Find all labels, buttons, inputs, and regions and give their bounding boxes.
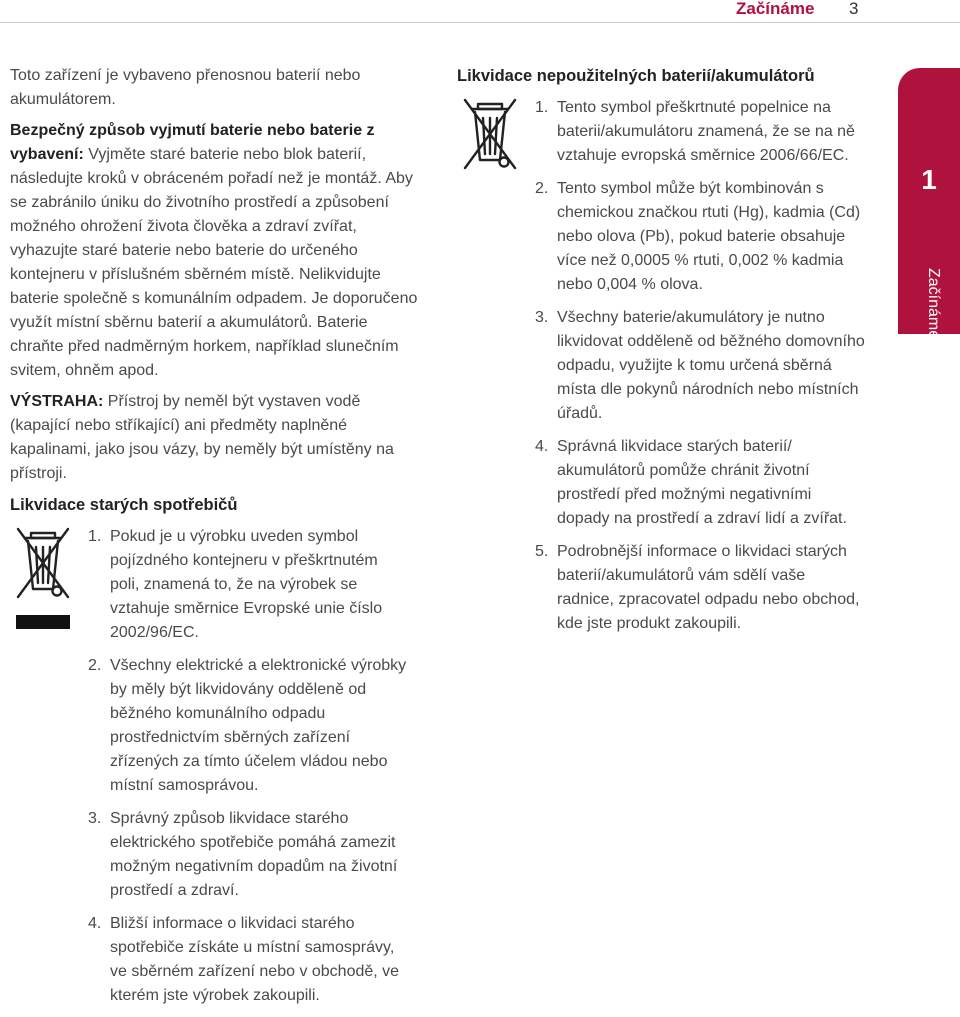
page-number: 3 — [849, 0, 859, 18]
list-item-number: 2. — [88, 657, 102, 674]
appliances-heading: Likvidace starých spotřebičů — [10, 496, 238, 514]
list-item-text: Všechny elektrické a elektronické výrobky by měly být likvidovány odděleně od běžného komunálního odpadu prostřednictvím sběrných zařízení zřízených za tímto účelem vládou nebo místní samosprávou. — [110, 657, 407, 794]
weee-bin-icon-with-bar — [10, 525, 88, 1017]
list-item — [88, 807, 410, 903]
list-item-number: 4. — [535, 438, 549, 455]
list-item — [535, 540, 865, 636]
batteries-section — [457, 96, 867, 645]
chapter-number: 1 — [921, 164, 937, 195]
list-item-number: 3. — [535, 309, 549, 326]
warning-text: Přístroj by neměl být vystaven vodě (kapající nebo stříkající) ani předměty naplněné kapalinami, jako jsou vázy, by neměly být umístěny na přístroji. — [10, 393, 394, 482]
list-item-text: Správná likvidace starých baterií/ akumulátorů pomůže chránit životní prostředí před možnými negativními dopady na prostředí a zdraví lidí a zvířat. — [557, 438, 847, 527]
list-item-text: Všechny baterie/akumulátory je nutno likvidovat odděleně od běžného domovního odpadu, využijte k tomu určená sběrná místa dle pokynů národních nebo místních úřadů. — [557, 309, 865, 422]
list-item-number: 4. — [88, 915, 102, 932]
list-item — [535, 96, 865, 168]
battery-removal-text: Vyjměte staré baterie nebo blok baterií, následujte kroků v obráceném pořadí než je montáž. Aby se zabránilo úniku do životního prostředí a způsobení možného ohrožení života člověka a zdraví zvířat, vyhazujte staré baterie nebo baterie do určeného kontejneru v příslušném sběrném místě. Nelikvidujte baterie společně s komunálním odpadem. Je doporučeno využít místní sběrnu baterií a akumulátorů. Baterie chraňte před nadměrným horkem, například slunečním svitem, ohněm apod. — [10, 146, 418, 379]
right-column — [457, 64, 867, 645]
list-item-number: 5. — [535, 543, 549, 560]
list-item — [535, 177, 865, 297]
list-item-text: Tento symbol přeškrtnuté popelnice na baterii/akumulátoru znamená, že se na ně vztahuje evropská směrnice 2006/66/EC. — [557, 99, 855, 164]
batteries-list — [535, 96, 865, 645]
list-item-text: Pokud je u výrobku uveden symbol pojízdného kontejneru v přeškrtnutém poli, znamená to, že na výrobek se vztahuje směrnice Evropské unie číslo 2002/96/EC. — [110, 528, 383, 641]
battery-bin-icon-wrapper — [457, 96, 535, 645]
list-item — [88, 654, 410, 798]
battery-removal-paragraph — [10, 119, 418, 383]
left-column — [10, 64, 418, 1017]
batteries-heading: Likvidace nepoužitelných baterií/akumulátorů — [457, 67, 815, 85]
list-item-number: 1. — [535, 99, 549, 116]
warning-paragraph — [10, 390, 418, 486]
list-item-text: Bližší informace o likvidaci starého spotřebiče získáte u místní samosprávy, ve sběrném zařízení nebo v obchodě, ve kterém jste výrobek zakoupili. — [110, 915, 400, 1004]
list-item-text: Tento symbol může být kombinován s chemickou značkou rtuti (Hg), kadmia (Cd) nebo olova (Pb), pokud baterie obsahuje více než 0,0005 % rtuti, 0,002 % kadmia nebo 0,004 % olova. — [557, 180, 861, 293]
header-divider — [0, 22, 960, 23]
list-item-number: 2. — [535, 180, 549, 197]
crossed-out-wheelie-bin-icon — [10, 525, 76, 637]
list-item-number: 1. — [88, 528, 102, 545]
chapter-label: Začínáme — [925, 268, 942, 340]
list-item — [88, 525, 410, 645]
list-item-text: Podrobnější informace o likvidaci starých baterií/akumulátorů vám sdělí vaše radnice, zpracovatel odpadu nebo obchod, kde jste produkt zakoupili. — [557, 543, 860, 632]
battery-removal-title: Bezpečný způsob vyjmutí baterie nebo baterie z vybavení: — [10, 122, 375, 163]
list-item — [535, 435, 865, 531]
list-item — [88, 912, 410, 1008]
appliances-list — [88, 525, 410, 1017]
list-item — [535, 306, 865, 426]
list-item-text: Správný způsob likvidace starého elektrického spotřebiče pomáhá zamezit možným negativním dopadům na životní prostředí a zdraví. — [110, 810, 398, 899]
appliances-section — [10, 525, 418, 1017]
crossed-out-wheelie-bin-icon — [457, 96, 523, 176]
list-item-number: 3. — [88, 810, 102, 827]
warning-label: VÝSTRAHA: — [10, 393, 104, 410]
intro-paragraph: Toto zařízení je vybaveno přenosnou baterií nebo akumulátorem. — [10, 67, 361, 108]
chapter-side-tab — [898, 68, 960, 340]
header-section-title: Začínáme — [736, 0, 815, 18]
